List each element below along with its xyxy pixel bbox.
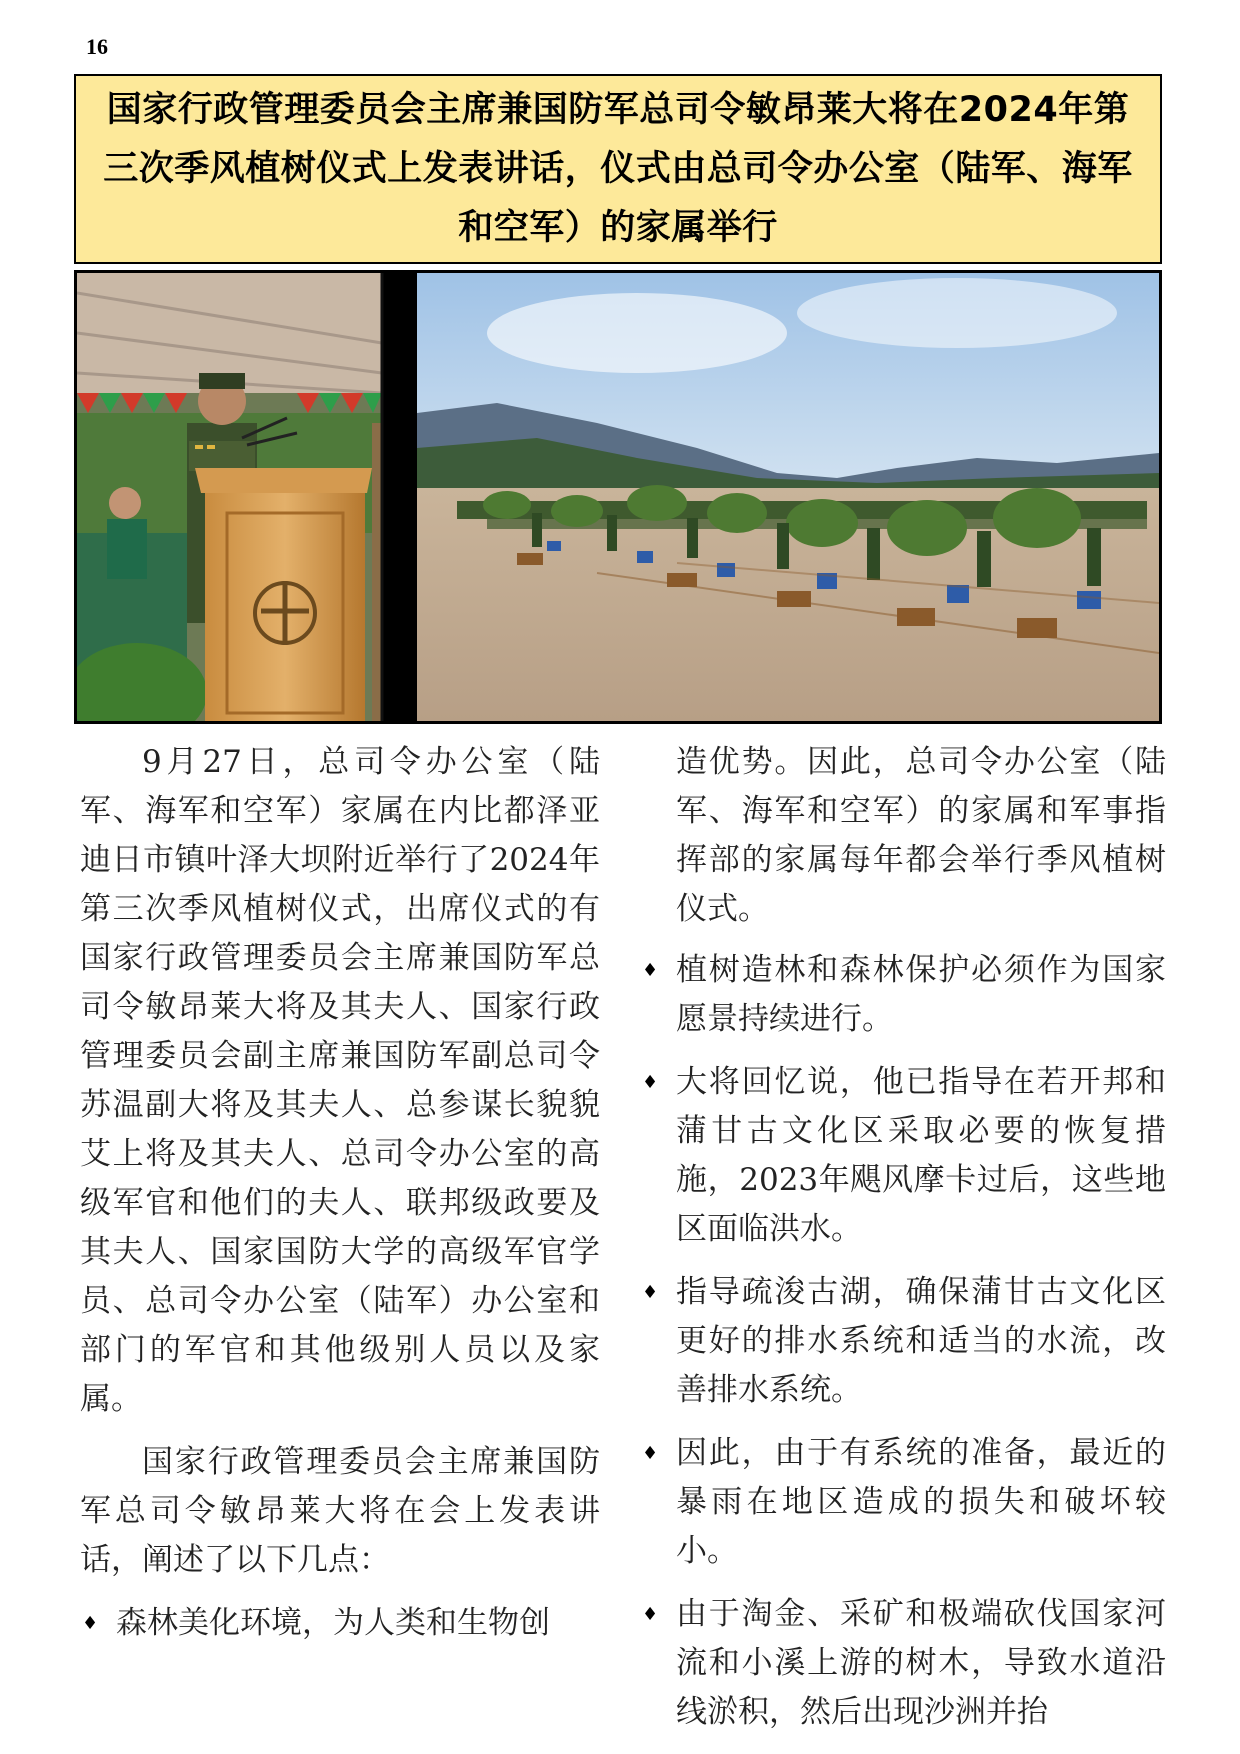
planting-field-scene — [417, 273, 1159, 721]
bullet-icon: ♦ — [642, 1072, 659, 1093]
paragraph-event: 9月27日，总司令办公室（陆军、海军和空军）家属在内比都泽亚迪日市镇叶泽大坝附近举行了2024年第三次季风植树仪式，出席仪式的有国家行政管理委员会主席兼国防军总司令敏昂莱大将及其夫人、国家行政管理委员会副主席兼国防军副总司令苏温副大将及其夫人、总参谋长貌貌艾上将及其夫人、总司令办公室的高级军官和他们的夫人、联邦级政要及其夫人、国家国防大学的高级军官学员、总司令办公室（陆军）办公室和部门的军官和其他级别人员以及家属。 — [80, 744, 600, 1417]
speech-point — [642, 1268, 1166, 1415]
speech-point — [642, 1590, 1166, 1737]
speech-point-text: 指导疏浚古湖，确保蒲甘古文化区更好的排水系统和适当的水流，改善排水系统。 — [676, 1274, 1166, 1408]
speaker-scene — [77, 273, 382, 721]
paragraph-speech-intro: 国家行政管理委员会主席兼国防军总司令敏昂莱大将在会上发表讲话，阐述了以下几点： — [80, 1444, 600, 1578]
speech-point-text: 森林美化环境，为人类和生物创 — [116, 1605, 550, 1641]
ceremony-photo — [77, 273, 1159, 721]
photo-frame — [74, 270, 1162, 724]
speech-points-left — [80, 1599, 600, 1648]
speech-point — [82, 1599, 600, 1648]
page-number: 16 — [86, 34, 108, 59]
headline: 国家行政管理委员会主席兼国防军总司令敏昂莱大将在2024年第三次季风植树仪式上发表讲话，仪式由总司令办公室（陆军、海军和空军）的家属举行 — [103, 89, 1133, 248]
speech-point-text: 由于淘金、采矿和极端砍伐国家河流和小溪上游的树木，导致水道沿线淤积，然后出现沙洲并抬 — [676, 1596, 1166, 1730]
speech-point — [642, 946, 1166, 1044]
right-column — [642, 738, 1166, 1751]
speech-point — [642, 1058, 1166, 1254]
speech-point-text: 因此，由于有系统的准备，最近的暴雨在地区造成的损失和破坏较小。 — [676, 1435, 1166, 1569]
headline-box — [74, 74, 1162, 264]
speech-point-text: 植树造林和森林保护必须作为国家愿景持续进行。 — [676, 952, 1166, 1037]
speech-point-text: 大将回忆说，他已指导在若开邦和蒲甘古文化区采取必要的恢复措施，2023年飓风摩卡过后，这些地区面临洪水。 — [676, 1064, 1166, 1247]
bullet-icon: ♦ — [642, 1604, 659, 1625]
paragraph-continued: 造优势。因此，总司令办公室（陆军、海军和空军）的家属和军事指挥部的家属每年都会举行季风植树仪式。 — [676, 744, 1166, 927]
speech-points-right — [642, 946, 1166, 1737]
bullet-icon: ♦ — [642, 1443, 659, 1464]
left-column — [80, 738, 600, 1662]
bullet-icon: ♦ — [642, 1282, 659, 1303]
speech-point — [642, 1429, 1166, 1576]
bullet-icon: ♦ — [82, 1613, 99, 1634]
bullet-icon: ♦ — [642, 960, 659, 981]
